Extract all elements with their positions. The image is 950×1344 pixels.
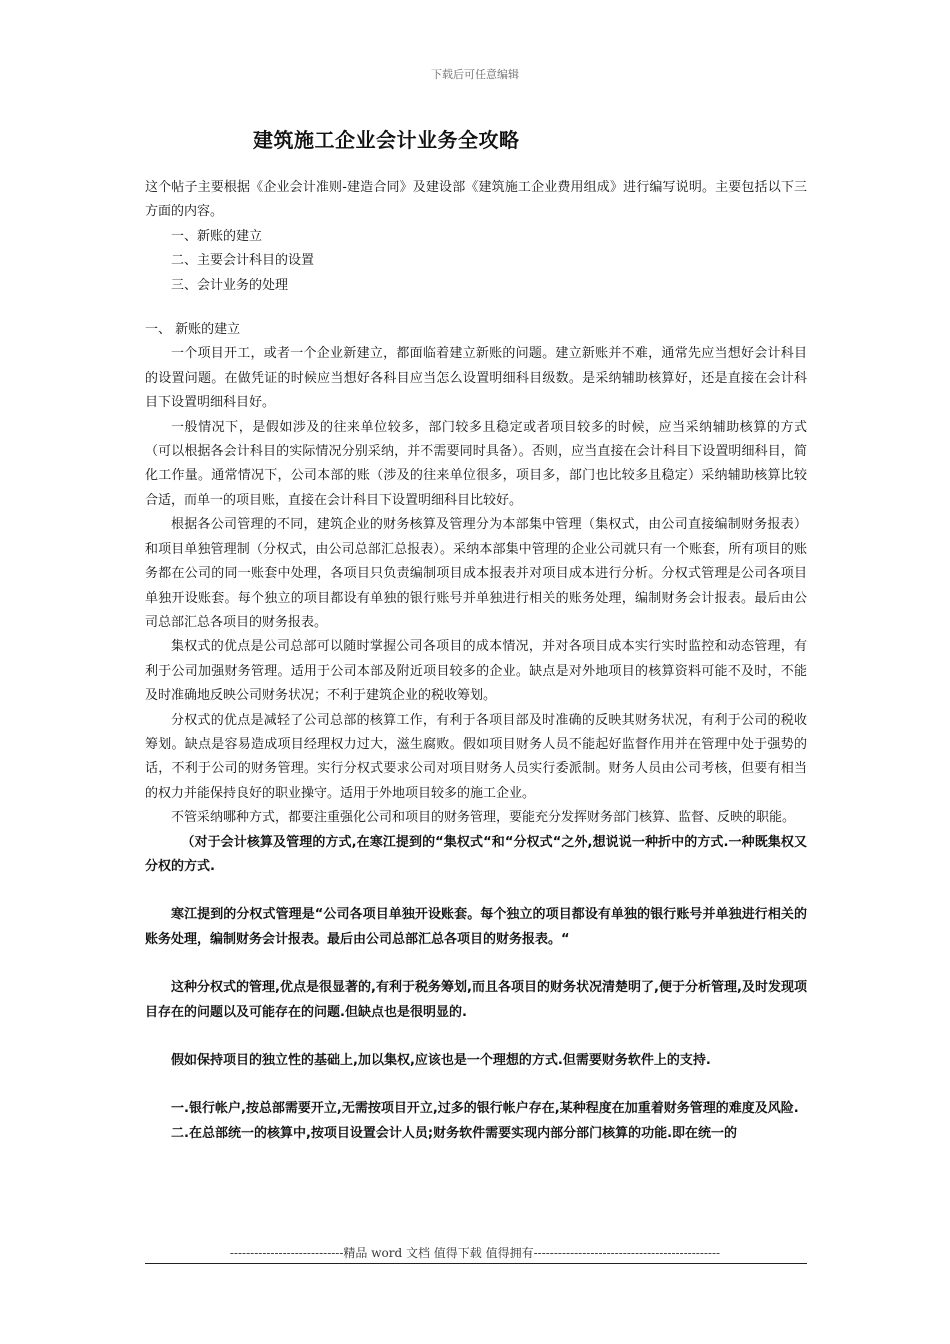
section-heading: 一、 新账的建立 (145, 322, 241, 338)
bold-paragraph: 这种分权式的管理,优点是很显著的,有利于税务筹划,而且各项目的财务状况清楚明了,便于分析管理,及时发现项目存在的问题以及可能存在的问题.但缺点也是很明显的. (145, 980, 807, 1020)
bold-paragraph: 二.在总部统一的核算中,按项目设置会计人员;财务软件需要实现内部分部门核算的功能.即在统一的 (171, 1125, 738, 1141)
bold-paragraph: 寒江提到的分权式管理是“公司各项目单独开设账套。每个独立的项目都设有单独的银行账号并单独进行相关的账务处理，编制财务会计报表。最后由公司总部汇总各项目的财务报表。“ (145, 907, 807, 947)
bold-paragraph: （对于会计核算及管理的方式,在寒江提到的“集权式“和“分权式“之外,想说说一种折中的方式.一种既集权又分权的方式. (145, 834, 807, 874)
body-paragraph: 一般情况下，是假如涉及的往来单位较多，部门较多且稳定或者项目较多的时候，应当采纳辅助核算的方式（可以根据各会计科目的实际情况分别采纳，并不需要同时具备）。否则，应当直接在会计科目下设置明细科目，简化工作量。通常情况下，公司本部的账（涉及的往来单位很多，项目多，部门也比较多且稳定）采纳辅助核算比较合适，而单一的项目账，直接在会计科目下设置明细科目比较好。 (145, 419, 807, 508)
body-paragraph: 集权式的优点是公司总部可以随时掌握公司各项目的成本情况，并对各项目成本实行实时监控和动态管理，有利于公司加强财务管理。适用于公司本部及附近项目较多的企业。缺点是对外地项目的核算资料可能不及时，不能及时准确地反映公司财务状况；不利于建筑企业的税收筹划。 (145, 639, 807, 704)
body-paragraph: 根据各公司管理的不同，建筑企业的财务核算及管理分为本部集中管理（集权式，由公司直接编制财务报表）和项目单独管理制（分权式，由公司总部汇总报表）。采纳本部集中管理的企业公司就只有一个账套，所有项目的账务都在公司的同一账套中处理，各项目只负责编制项目成本报表并对项目成本进行分析。分权式管理是公司各项目单独开设账套。每个独立的项目都设有单独的银行账号并单独进行相关的账务处理，编制财务会计报表。最后由公司总部汇总各项目的财务报表。 (145, 517, 807, 630)
intro-paragraph: 这个帖子主要根据《企业会计准则-建造合同》及建设部《建筑施工企业费用组成》进行编写说明。主要包括以下三方面的内容。 (145, 180, 807, 220)
bold-paragraph: 一.银行帐户,按总部需要开立,无需按项目开立,过多的银行帐户存在,某种程度在加重着财务管理的难度及风险. (171, 1101, 799, 1117)
body-paragraph: 一个项目开工，或者一个企业新建立，都面临着建立新账的问题。建立新账并不难，通常先应当想好会计科目的设置问题。在做凭证的时候应当想好各科目应当怎么设置明细科目级数。是采纳辅助核算好，还是直接在会计科目下设置明细科目好。 (145, 346, 807, 411)
bold-paragraph: 假如保持项目的独立性的基础上,加以集权,应该也是一个理想的方式.但需要财务软件上的支持. (171, 1053, 711, 1068)
body-paragraph: 不管采纳哪种方式，都要注重强化公司和项目的财务管理，要能充分发挥财务部门核算、监督、反映的职能。 (171, 810, 796, 826)
footer-divider (145, 1263, 807, 1264)
footer-text: ----------------------------精品 word 文档 值得下载 值得拥有---------------------------------------------- (229, 1246, 721, 1260)
header-note: 下载后可任意编辑 (431, 68, 519, 81)
outline-item-2: 二、主要会计科目的设置 (171, 253, 315, 269)
document-title: 建筑施工企业会计业务全攻略 (253, 128, 520, 152)
outline-item-3: 三、会计业务的处理 (171, 277, 289, 293)
outline-item-1: 一、新账的建立 (171, 228, 263, 244)
document-body (145, 176, 807, 1146)
body-paragraph: 分权式的优点是减轻了公司总部的核算工作，有利于各项目部及时准确的反映其财务状况，有利于公司的税收筹划。缺点是容易造成项目经理权力过大，滋生腐败。假如项目财务人员不能起好监督作用并在管理中处于强势的话，不利于公司的财务管理。实行分权式要求公司对项目财务人员实行委派制。财务人员由公司考核，但要有相当的权力并能保持良好的职业操守。适用于外地项目较多的施工企业。 (145, 712, 807, 801)
